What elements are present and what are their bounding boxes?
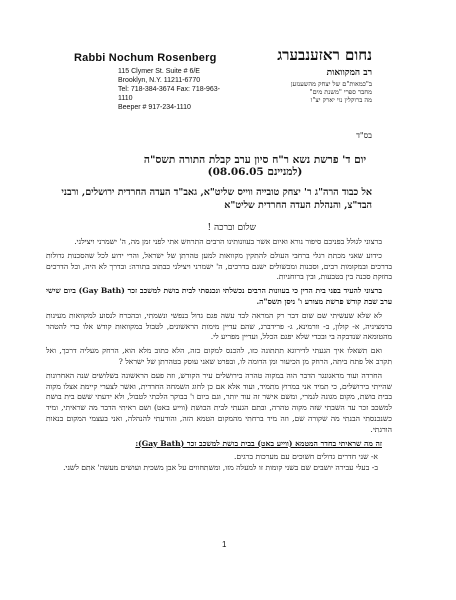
letterhead-en-address-line: 115 Clymer St. Suite # 6/E — [118, 68, 200, 75]
closing-list-item: ב- בעלי עבירה יושבים שם בשני קומות זו למעלה מזו, ומשתחווים על אבן משכית ועושים מעשה' אתם לשני. — [63, 463, 378, 473]
letterhead-he-address — [252, 80, 372, 104]
letterhead-en-address-line: Brooklyn, N.Y. 11211-6770 — [118, 77, 201, 84]
body-paragraph: כידוע שאני מכתת רגלי ברחבי העולם להתקין מקוואות למען טהרתן של ישראל, והרי ידוע לכל שהסכנות גדולות בדרכים ובמקומות רבים, וסכנות ומכשולים ישנם בדרכים, ה' ישמרני ויצילני כבתוב בתורה: ובדרך לא היה, וכל הדרכים בחזקת סכנה בין בטבעות, ובין ברוחניות. — [46, 250, 392, 282]
letterhead-he-address-line: מה ברוקלין נוי יארק יצ"ו — [310, 96, 372, 104]
body-paragraph: החרדה ועוד מדאגונגר הדבר הוה במקוה טהרה בירושלים עיר הקודש, וזה פעם הראשונה בשלושים שנה האחרונות שהייתי בירושלים, כי תמיד אני במרוץ מתמיד, ועוד אלא אם כן לחוג השמחה החרדית, ואשר לצערי קיימת אצלו מקוה בבית בושת, מקום מגונה לגמרי, ומשם אישר זה עוד יותר, וגם ביום ו' בבוקר הלכתי לטבול, ולא ידעתי ששם בית בושת למשכב זכר עד השבתי שזה מקוה טהרה, ובתם הגעתי לבית הבושת (ווייע באט) ושם ראיתי הדבר מה שראיתי, ומיד כשנכנסתי הבנתי מה שקורה שם, וזה מיד ברחתי מהמקום הטמא הזה, והודעתי להנהלה, ואני בעצמי המקום בנאות הורגתי. — [46, 370, 392, 434]
body-paragraph: ואם תשאלו איך הגעתי לדירוגא תתתונה כזו, להכנס למקום כזה, הלא כתוב מלא הוא, הרחק מעליה דרכך, ואל תקרב אל פתח ביתה, הרחק מן הכיעור ומן הדומה לו, ובפרט שאני עוסק בטהרתן של ישראל ? — [46, 346, 392, 366]
letterhead-he-name: נחום ראזענבערג — [277, 46, 372, 64]
letterhead-en-address — [74, 67, 224, 112]
closing-list — [46, 452, 392, 474]
page-number: 1 — [222, 540, 227, 549]
greeting: שלום וברכה ! — [207, 223, 256, 233]
letterhead-en-name: Rabbi Nochum Rosenberg — [74, 52, 217, 64]
closing-heading: זה מה שראיתי בחדר המטמא (ווייע באט) בבית בושת למשכב זכר (Gay Bath): — [135, 438, 382, 448]
letterhead-hebrew — [252, 46, 372, 104]
letterhead-english — [74, 52, 224, 112]
letterhead-he-title: רב המקוואות — [326, 68, 372, 78]
date-line: יום ד' פרשת נשא ר"ח סיון ערב קבלת התורה תשס"ה (למניינם 08.06.05) — [143, 154, 367, 178]
closing-list-item: א- שני חדרים גדולים חשוכים עם מערכות ברגים. — [234, 452, 378, 462]
letterhead-he-address-line: ב"כמאות"ם של יצחק מהשענזען — [290, 80, 372, 88]
body-paragraph: לא שלא שעשיתי שם שום דבר רק המראה לבד עשה פגם גדול בנפשי ונשמתי, ובהכרח לנסוע למקוואות מעינות ברמציניה, א- קולון, ב- וורמינא, ג- פרידברג, שהם עדיין מימות הראשונים, לטבול במקוואות קודש אלו כדי להטהר מהטומאה שנדבקה בי ובכדי שלא יפגם הכלל, ועדיין מפריע לי. — [46, 310, 392, 342]
letter-body — [46, 237, 392, 474]
bsd-mark: בס"ד — [356, 131, 372, 140]
salutation: אל כבוד הרה"ג ר' יצחק טובייה ווייס שליט"א, גאב"ד העדה החרדית ירושלים, ורבני הבד"צ, והנהלת העדה החרדית שליט"א — [61, 187, 372, 211]
letterhead-en-address-line: Beeper # 917-234-1110 — [118, 104, 191, 111]
body-paragraph-bold: ברצוני להעיד בפני בית הדין כי בעוונות הרבים נכשלתי ונכנסתי לבית בושת למשכב זכר (Gay Bath) ביום שישי ערב שבת קודש פרשת מצורע ו' ניסן תשס"ה. — [46, 286, 392, 306]
letterhead-he-address-line: מחבר ספרי "משנת מים" — [309, 88, 372, 96]
body-paragraph: ברצוני לגולל בפניכם סיפור נורא ואיום אשר בעוונותינו הרבים התרחש אתי לפני זמן מה, ה' ישמרני ויצילני. — [74, 237, 382, 246]
letterhead-en-address-line: Tel: 718-384-3674 Fax: 718-963-1110 — [118, 86, 220, 102]
